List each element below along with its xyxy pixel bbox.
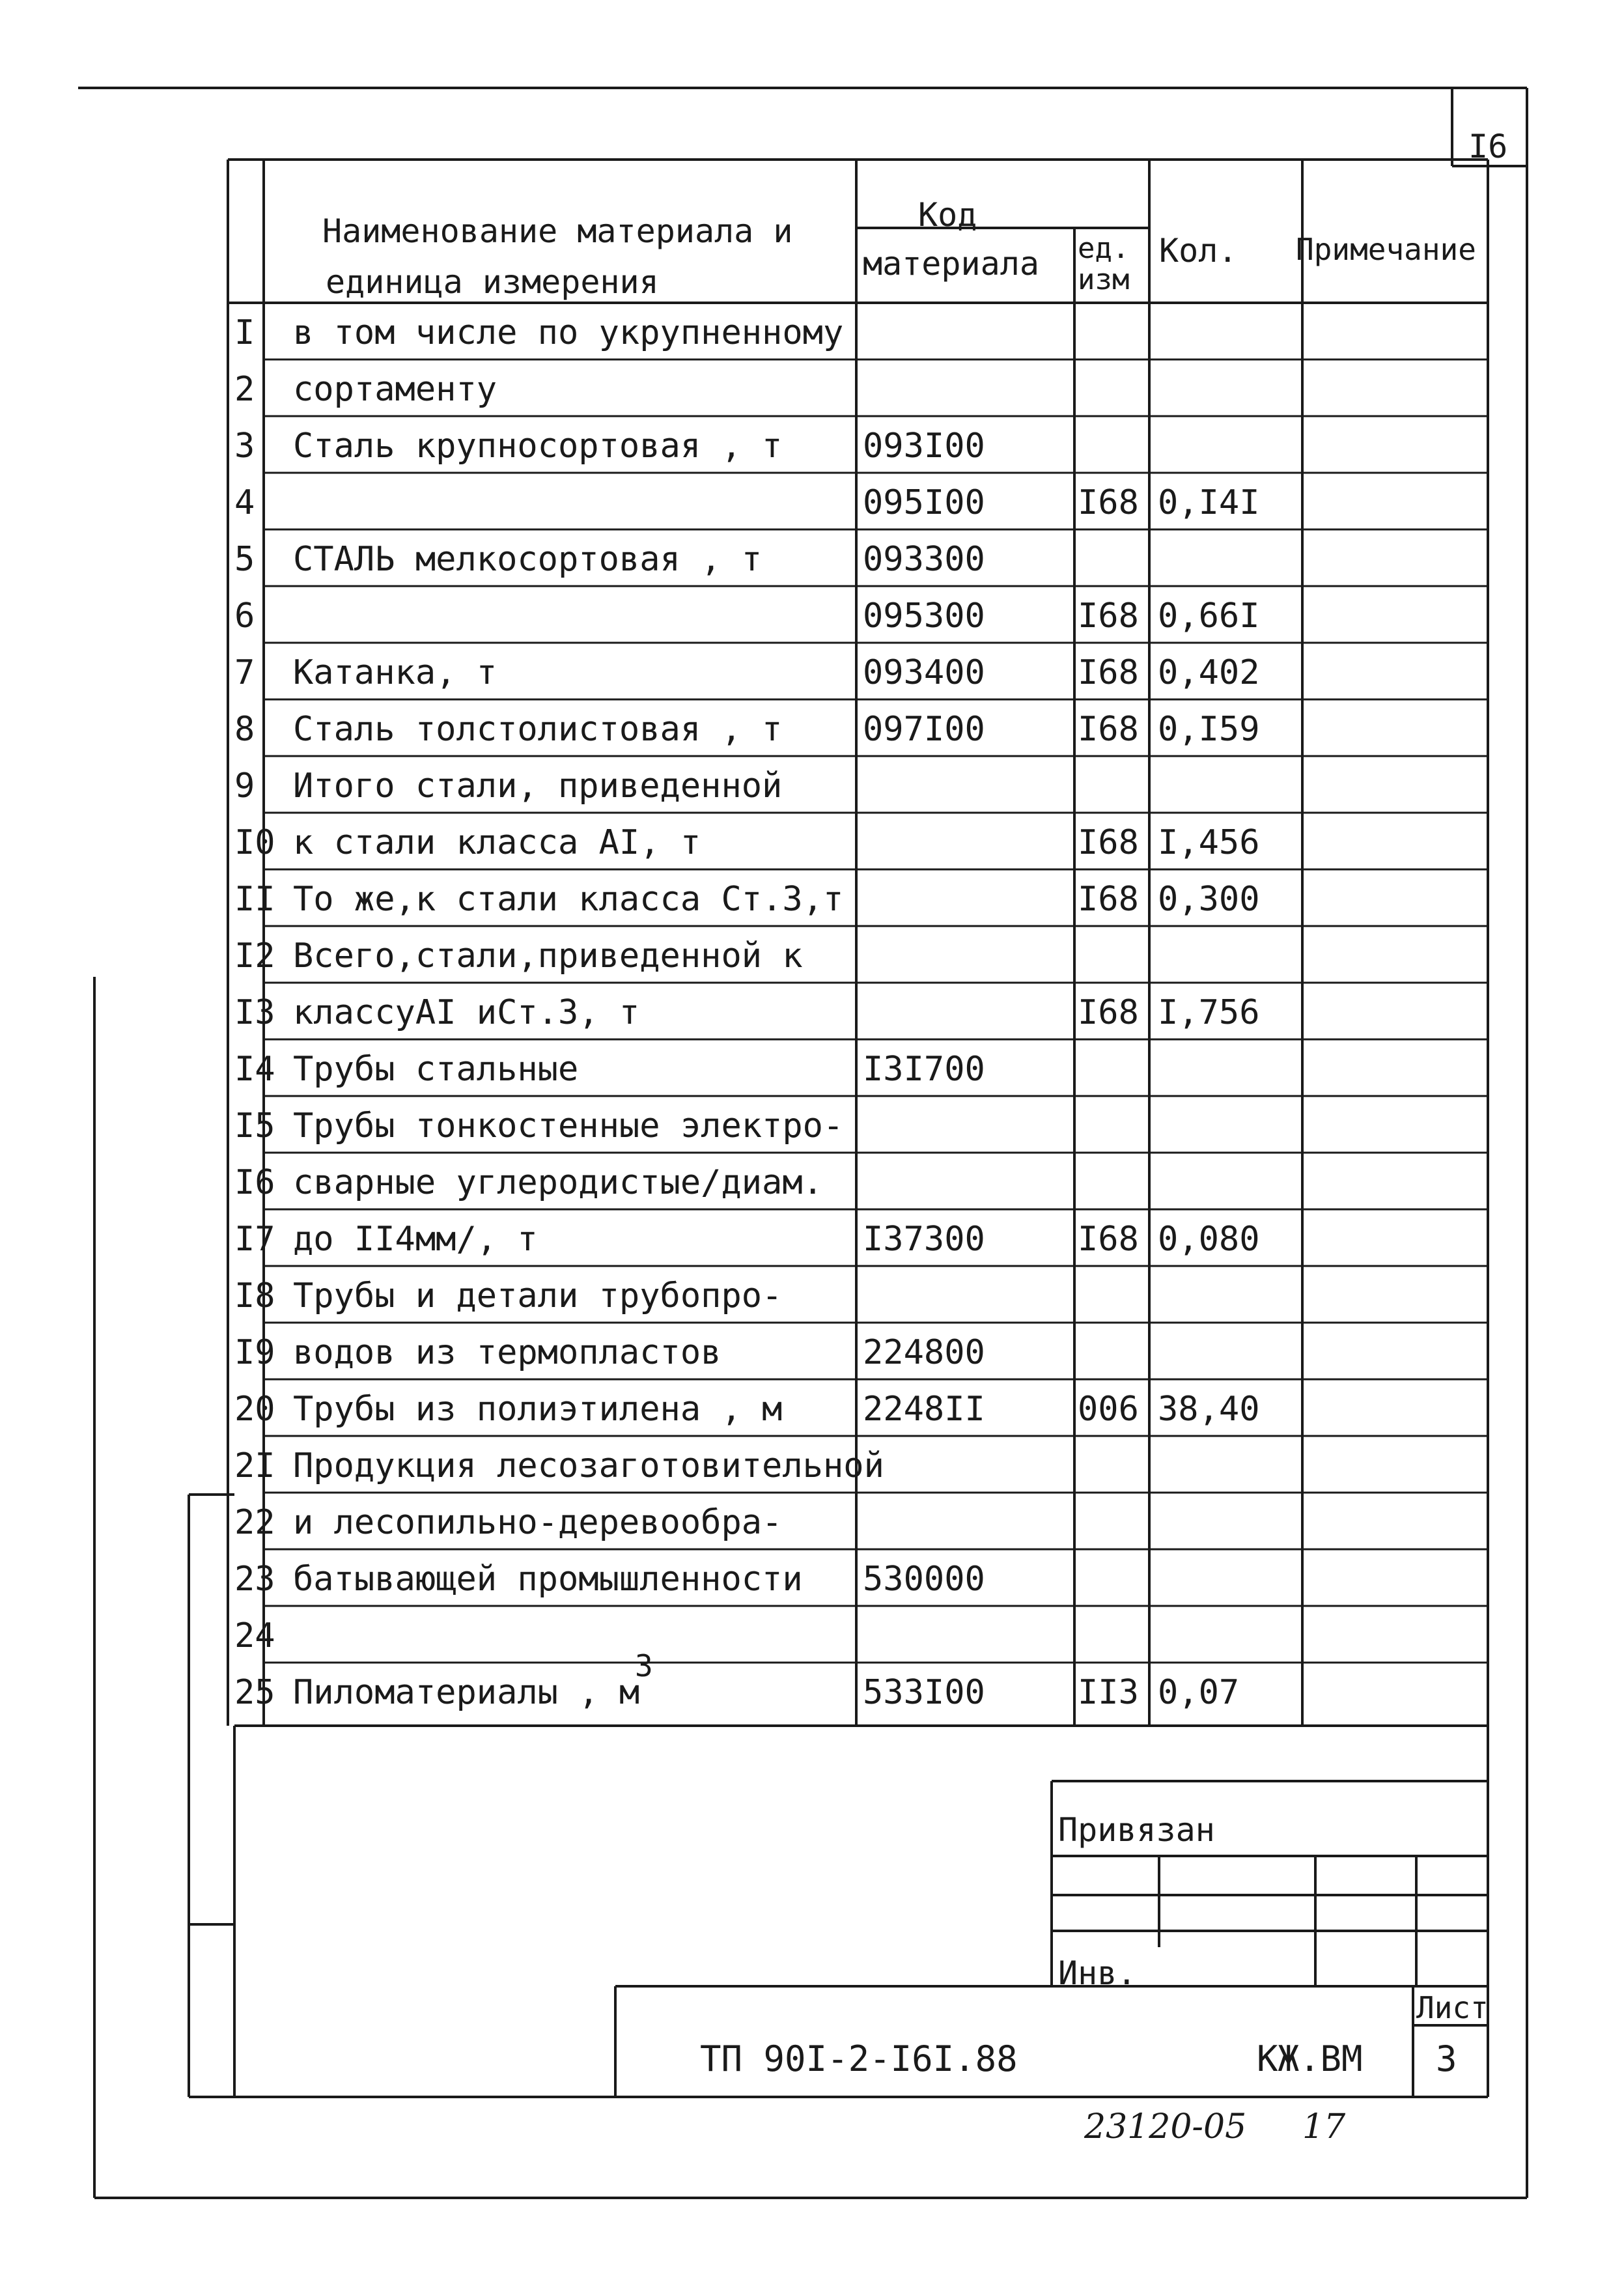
- row-unit-code: II3: [1078, 1673, 1139, 1712]
- stamp-inv: Инв.: [1058, 1954, 1137, 1992]
- stamp-mark: КЖ.ВМ: [1257, 2038, 1363, 2079]
- row-material-name: Катанка, т: [293, 653, 497, 692]
- header-note: Примечание: [1296, 232, 1476, 267]
- row-number: 5: [234, 540, 255, 579]
- row-material-name: Трубы из полиэтилена , м: [293, 1390, 783, 1429]
- row-material-name: до II4мм/, т: [293, 1220, 538, 1259]
- handwritten-archive-number: 23120-05: [1084, 2107, 1247, 2146]
- row-quantity: 0,07: [1158, 1673, 1240, 1712]
- row-material-name: классуAI иСт.3, т: [293, 993, 640, 1032]
- row-material-name: СТАЛЬ мелкосортовая , т: [293, 540, 763, 579]
- header-qty: Кол.: [1159, 232, 1238, 270]
- row-material-code: I3I700: [863, 1050, 985, 1089]
- row-number: 24: [234, 1616, 275, 1655]
- header-code: Код: [918, 196, 977, 234]
- row-number: 3: [234, 427, 255, 466]
- row-material-name: батывающей промышленности: [293, 1560, 803, 1599]
- row-quantity: I,756: [1158, 993, 1260, 1032]
- row-unit-code: I68: [1078, 823, 1139, 862]
- row-material-code: 093I00: [863, 427, 985, 466]
- row-material-name: То же,к стали класса Ст.3,т: [293, 880, 844, 919]
- row-unit-code: 006: [1078, 1390, 1139, 1429]
- row-number: 8: [234, 710, 255, 749]
- header-unit-line1: ед.: [1078, 232, 1130, 265]
- row-quantity: 0,080: [1158, 1220, 1260, 1259]
- row-number: 7: [234, 653, 255, 692]
- row-number: 2I: [234, 1446, 275, 1485]
- row-number: 4: [234, 483, 255, 522]
- row-number: 6: [234, 597, 255, 636]
- row-material-code: 533I00: [863, 1673, 985, 1712]
- row-number: II: [234, 880, 275, 919]
- row-number: 23: [234, 1560, 275, 1599]
- row-material-name: Всего,стали,приведенной к: [293, 936, 803, 976]
- row-material-code: 095300: [863, 597, 985, 636]
- row-material-name: Продукция лесозаготовительной: [293, 1446, 884, 1485]
- stamp-linked: Привязан: [1058, 1811, 1215, 1849]
- unit-superscript: 3: [635, 1648, 653, 1683]
- row-material-name: Трубы тонкостенные электро-: [293, 1106, 844, 1146]
- row-quantity: 0,I59: [1158, 710, 1260, 749]
- row-unit-code: I68: [1078, 710, 1139, 749]
- row-number: I9: [234, 1333, 275, 1372]
- row-number: I2: [234, 936, 275, 976]
- row-number: I5: [234, 1106, 275, 1146]
- stamp-sheet-label: Лист: [1416, 1990, 1489, 2025]
- page-number: I6: [1468, 128, 1508, 165]
- header-code-material: материала: [863, 245, 1039, 283]
- row-number: I6: [234, 1163, 275, 1202]
- row-unit-code: I68: [1078, 880, 1139, 919]
- row-material-name: в том числе по укрупненному: [293, 313, 844, 352]
- row-quantity: I,456: [1158, 823, 1260, 862]
- handwritten-page: 17: [1302, 2107, 1346, 2146]
- row-material-code: 093400: [863, 653, 985, 692]
- row-number: I7: [234, 1220, 275, 1259]
- header-name-line1: Наименование материала и: [322, 212, 793, 250]
- row-material-name: к стали класса AI, т: [293, 823, 701, 862]
- row-number: I0: [234, 823, 275, 862]
- row-material-code: 093300: [863, 540, 985, 579]
- row-number: 9: [234, 766, 255, 806]
- row-material-name: водов из термопластов: [293, 1333, 721, 1372]
- stamp-doc-code: ТП 90I-2-I6I.88: [700, 2038, 1018, 2079]
- row-unit-code: I68: [1078, 597, 1139, 636]
- row-number: 22: [234, 1503, 275, 1542]
- row-material-code: I37300: [863, 1220, 985, 1259]
- row-material-code: 095I00: [863, 483, 985, 522]
- row-material-name: сварные углеродистые/диам.: [293, 1163, 823, 1202]
- row-material-name: Трубы стальные: [293, 1050, 579, 1089]
- row-material-name: Сталь крупносортовая , т: [293, 427, 783, 466]
- row-number: 25: [234, 1673, 275, 1712]
- row-number: I: [234, 313, 255, 352]
- header-name-line2: единица измерения: [326, 263, 659, 301]
- row-material-name: Итого стали, приведенной: [293, 766, 783, 806]
- row-number: I8: [234, 1276, 275, 1315]
- stamp-sheet-number: 3: [1436, 2038, 1457, 2079]
- row-unit-code: I68: [1078, 653, 1139, 692]
- row-unit-code: I68: [1078, 993, 1139, 1032]
- row-number: 2: [234, 370, 255, 409]
- header-unit-line2: изм: [1078, 263, 1130, 296]
- row-material-code: 097I00: [863, 710, 985, 749]
- row-unit-code: I68: [1078, 483, 1139, 522]
- row-material-name: Трубы и детали трубопро-: [293, 1276, 783, 1315]
- row-quantity: 0,66I: [1158, 597, 1260, 636]
- row-unit-code: I68: [1078, 1220, 1139, 1259]
- row-material-name: и лесопильно-деревообра-: [293, 1503, 783, 1542]
- row-material-code: 530000: [863, 1560, 985, 1599]
- row-material-code: 224800: [863, 1333, 985, 1372]
- row-number: I3: [234, 993, 275, 1032]
- row-quantity: 0,402: [1158, 653, 1260, 692]
- row-material-code: 2248II: [863, 1390, 985, 1429]
- row-quantity: 0,300: [1158, 880, 1260, 919]
- row-number: I4: [234, 1050, 275, 1089]
- row-material-name: Пиломатериалы , м: [293, 1673, 640, 1712]
- row-quantity: 0,I4I: [1158, 483, 1260, 522]
- row-material-name: сортаменту: [293, 370, 497, 409]
- row-material-name: Сталь толстолистовая , т: [293, 710, 783, 749]
- row-quantity: 38,40: [1158, 1390, 1260, 1429]
- row-number: 20: [234, 1390, 275, 1429]
